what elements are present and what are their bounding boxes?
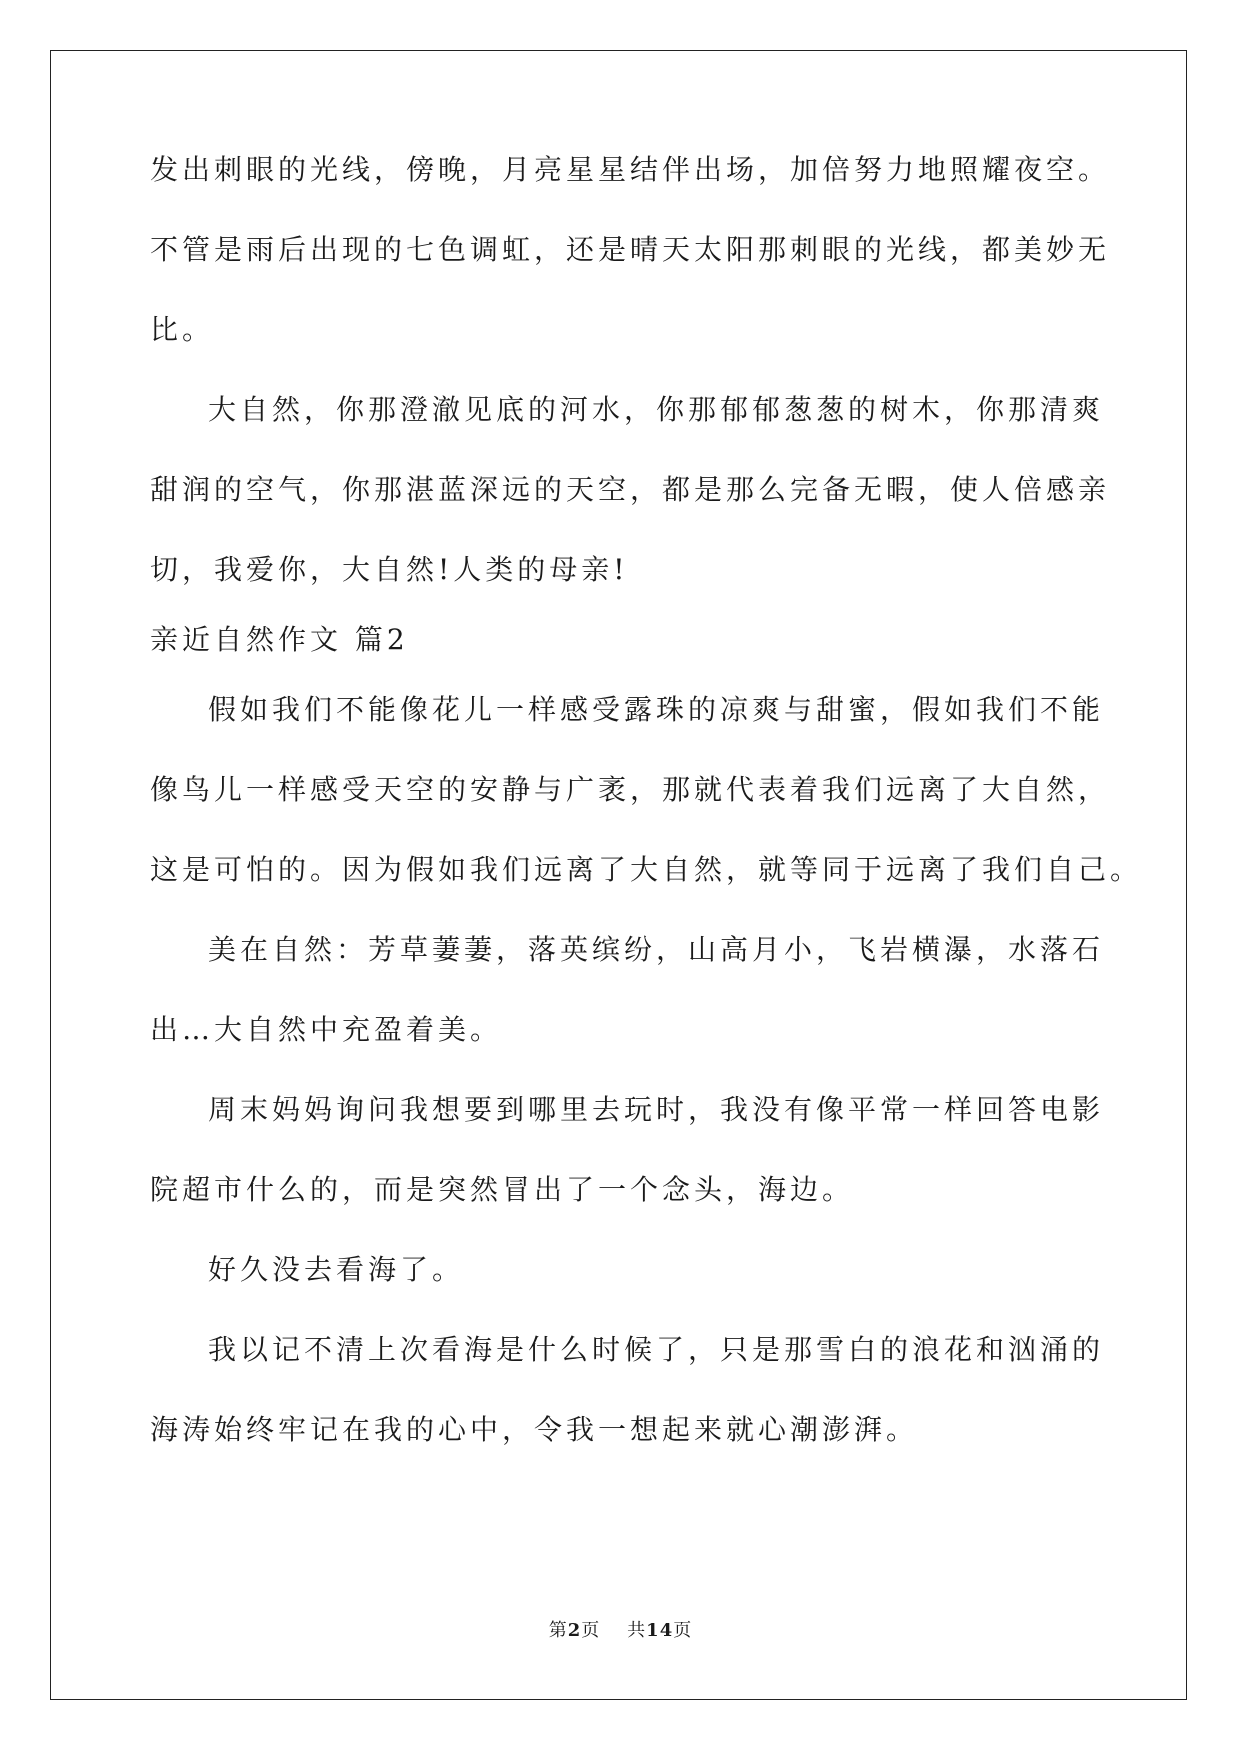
paragraph-first-line: 我以记不清上次看海是什么时候了，只是那雪白的浪花和汹涌的 <box>208 1333 1105 1366</box>
body-line: 海涛始终牢记在我的心中，令我一想起来就心潮澎湃。 <box>150 1413 919 1446</box>
total-prefix: 共 <box>627 1620 647 1641</box>
body-line: 发出刺眼的光线，傍晚，月亮星星结伴出场，加倍努力地照耀夜空。 <box>150 153 1111 186</box>
body-line: 比。 <box>150 313 215 346</box>
total-pages: 14 <box>646 1620 674 1641</box>
body-line: 甜润的空气，你那湛蓝深远的天空，都是那么完备无暇，使人倍感亲 <box>150 473 1111 506</box>
page-unit: 页 <box>581 1620 601 1641</box>
body-line: 这是可怕的。因为假如我们远离了大自然，就等同于远离了我们自己。 <box>150 853 1143 886</box>
page-prefix: 第 <box>548 1620 568 1641</box>
body-line: 院超市什么的，而是突然冒出了一个念头，海边。 <box>150 1173 855 1206</box>
page-number: 2 <box>567 1620 582 1641</box>
body-line: 出…大自然中充盈着美。 <box>150 1013 503 1046</box>
total-unit: 页 <box>673 1620 693 1641</box>
paragraph-first-line: 假如我们不能像花儿一样感受露珠的凉爽与甜蜜，假如我们不能 <box>208 693 1105 726</box>
body-line: 像鸟儿一样感受天空的安静与广袤，那就代表着我们远离了大自然， <box>150 773 1111 806</box>
page-footer <box>0 1619 1241 1643</box>
body-line: 不管是雨后出现的七色调虹，还是晴天太阳那刺眼的光线，都美妙无 <box>150 233 1111 266</box>
body-line: 切，我爱你，大自然!人类的母亲! <box>150 553 629 586</box>
paragraph-first-line: 好久没去看海了。 <box>208 1253 465 1286</box>
paragraph-first-line: 周末妈妈询问我想要到哪里去玩时，我没有像平常一样回答电影 <box>208 1093 1105 1126</box>
paragraph-first-line: 大自然，你那澄澈见底的河水，你那郁郁葱葱的树木，你那清爽 <box>208 393 1105 426</box>
section-heading: 亲近自然作文 篇2 <box>150 623 409 656</box>
paragraph-first-line: 美在自然：芳草萋萋，落英缤纷，山高月小，飞岩横瀑，水落石 <box>208 933 1105 966</box>
